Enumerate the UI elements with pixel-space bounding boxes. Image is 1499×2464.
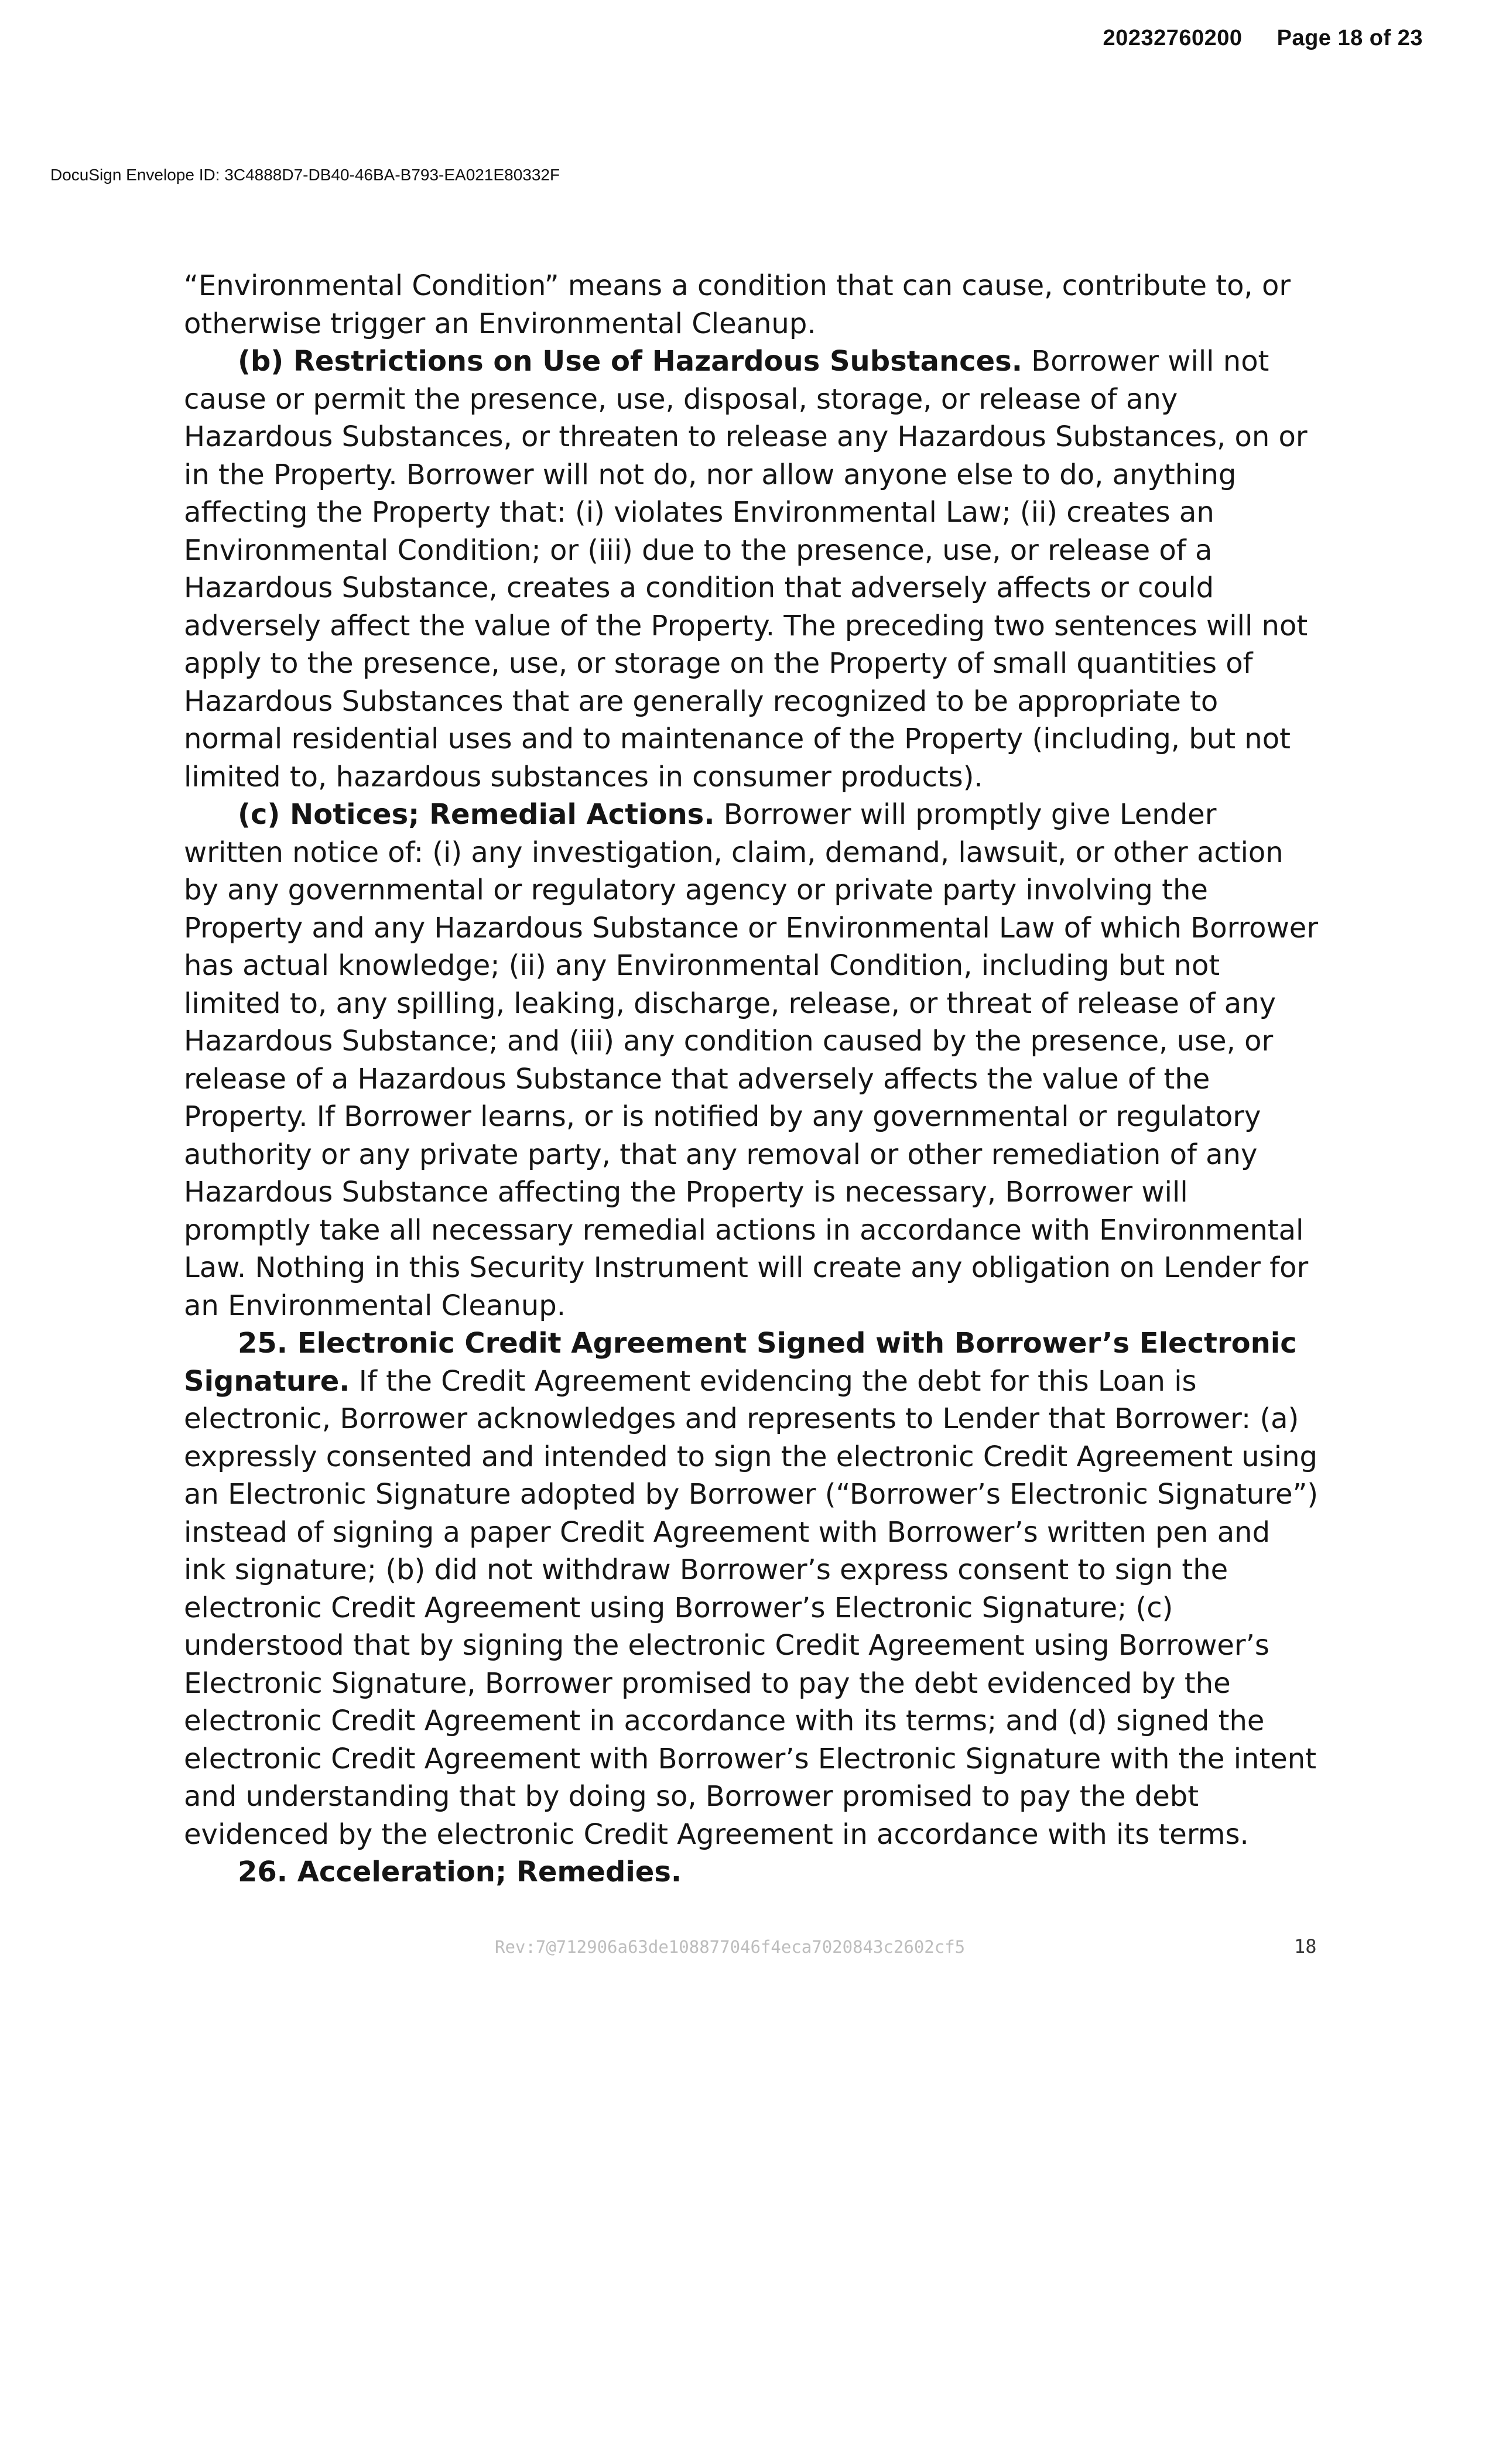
docusign-envelope-id: DocuSign Envelope ID: 3C4888D7-DB40-46BA-B793-EA021E80332F <box>50 166 560 184</box>
section-c-text: Borrower will promptly give Lender written notice of: (i) any investigation, claim, demand, lawsuit, or other action by any governmental or regulatory agency or private party involving the Property and any Hazardous Substance or Environmental Law of which Borrower has actual knowledge; (ii) any Environmental Condition, including but not limited to, any spilling, leaking, discharge, release, or threat of release of any Hazardous Substance; and (iii) any condition caused by the presence, use, or release of a Hazardous Substance that adversely affects the value of the Property. If Borrower learns, or is notified by any governmental or regulatory authority or any private party, that any removal or other remediation of any Hazardous Substance affecting the Property is necessary, Borrower will promptly take all necessary remedial actions in accordance with Environmental Law. Nothing in this Security Instrument will create any obligation on Lender for an Environmental Cleanup. <box>184 798 1319 1322</box>
section-c-paragraph <box>184 796 1320 1325</box>
section-25-text: If the Credit Agreement evidencing the debt for this Loan is electronic, Borrower acknowledges and represents to Lender that Borrower: (a) expressly consented and intended to sign the electronic Credit Agreement using an Electronic Signature adopted by Borrower (“Borrower’s Electronic Signature”) instead of signing a paper Credit Agreement with Borrower’s written pen and ink signature; (b) did not withdraw Borrower’s express consent to sign the electronic Credit Agreement using Borrower’s Electronic Signature; (c) understood that by signing the electronic Credit Agreement using Borrower’s Electronic Signature, Borrower promised to pay the debt evidenced by the electronic Credit Agreement in accordance with its terms; and (d) signed the electronic Credit Agreement with Borrower’s Electronic Signature with the intent and understanding that by doing so, Borrower promised to pay the debt evidenced by the electronic Credit Agreement in accordance with its terms. <box>184 1364 1319 1851</box>
revision-hash: Rev:7@712906a63de108877046f4eca7020843c2602cf5 <box>495 1937 966 1957</box>
section-b-heading: (b) Restrictions on Use of Hazardous Substances. <box>238 345 1022 378</box>
section-26-heading: 26. Acceleration; Remedies. <box>238 1856 682 1888</box>
section-25-heading: 25. Electronic Credit Agreement Signed with Borrower’s Electronic Signature. <box>184 1327 1297 1398</box>
section-c-heading: (c) Notices; Remedial Actions. <box>238 798 715 831</box>
recording-header <box>1103 26 1423 51</box>
section-26-paragraph <box>184 1853 1320 1891</box>
section-b-paragraph <box>184 343 1320 796</box>
environmental-condition-definition: “Environmental Condition” means a condition that can cause, contribute to, or otherwise trigger an Environmental Cleanup. <box>184 269 1291 340</box>
footer-page-number: 18 <box>1294 1935 1317 1957</box>
section-25-paragraph <box>184 1325 1320 1853</box>
section-b-text: Borrower will not cause or permit the presence, use, disposal, storage, or release of any Hazardous Substances, or threaten to release any Hazardous Substances, on or in the Property. Borrower will not do, nor allow anyone else to do, anything affecting the Property that: (i) violates Environmental Law; (ii) creates an Environmental Condition; or (iii) due to the presence, use, or release of a Hazardous Substance, creates a condition that adversely affects or could adversely affect the value of the Property. The preceding two sentences will not apply to the presence, use, or storage on the Property of small quantities of Hazardous Substances that are generally recognized to be appropriate to normal residential uses and to maintenance of the Property (including, but not limited to, hazardous substances in consumer products). <box>184 345 1308 793</box>
document-body <box>184 267 1320 1891</box>
document-number: 20232760200 <box>1103 26 1243 50</box>
page-indicator: Page 18 of 23 <box>1276 26 1423 50</box>
